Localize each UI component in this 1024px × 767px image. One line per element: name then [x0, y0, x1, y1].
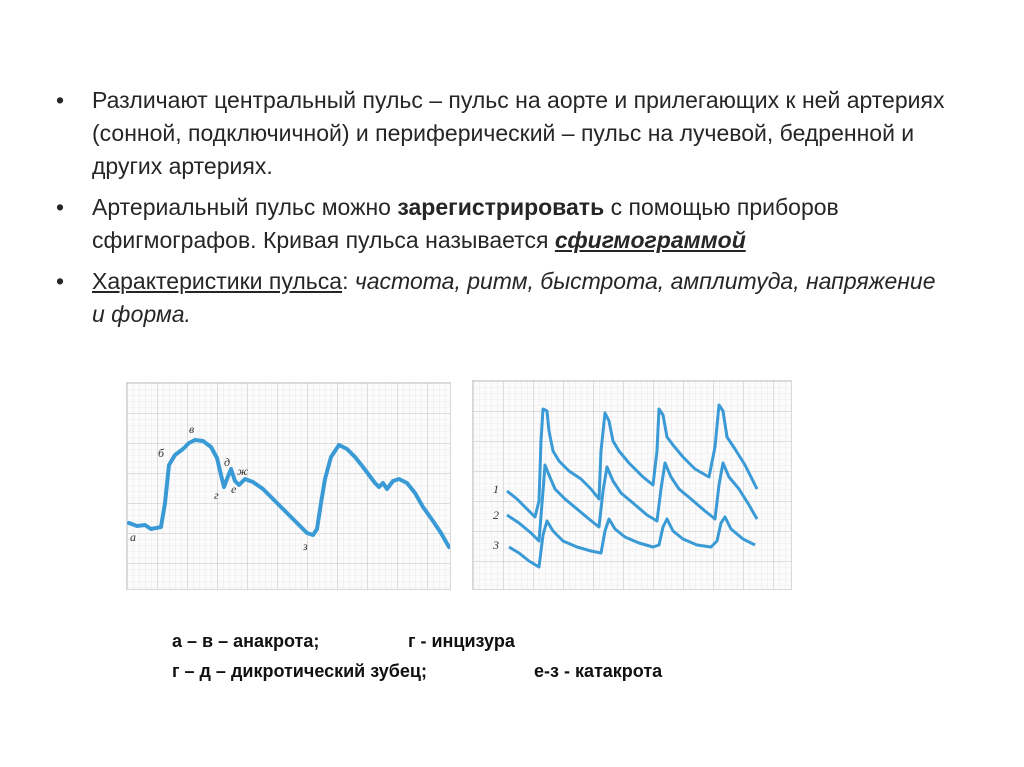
trace-label-3: 3 — [493, 538, 499, 552]
point-label-z: з — [303, 539, 308, 553]
sphygmogram-traces-chart — [473, 381, 791, 589]
bullet-italic-list: частота, ритм, быстрота, амплитуда, напряжение и форма. — [92, 268, 936, 327]
legend — [172, 626, 663, 686]
bullet-marker: • — [56, 194, 65, 220]
point-label-g: г — [214, 488, 219, 502]
bullet-item-characteristics — [52, 265, 952, 331]
sphygmogram-figure-three-traces — [472, 380, 792, 590]
bullet-item-registration — [52, 191, 952, 257]
legend-row-1 — [172, 626, 515, 656]
grid-background — [473, 381, 791, 589]
sphygmogram-chart — [127, 383, 450, 589]
bullet-text: Артериальный пульс можно — [92, 194, 398, 220]
point-label-zh: ж — [237, 464, 249, 478]
bullet-colon: : — [342, 268, 349, 294]
sphygmogram-figure-labeled — [126, 382, 451, 590]
bullet-list — [52, 84, 952, 339]
bullet-text: Различают центральный пульс – пульс на аорте и прилегающих к ней артериях (сонной, подключичной) и периферический – пульс на лучевой, бедренной и других артериях. — [92, 87, 945, 179]
bullet-marker: • — [56, 268, 65, 294]
trace-label-1: 1 — [493, 482, 499, 496]
trace-label-2: 2 — [493, 508, 499, 522]
grid-background — [127, 383, 450, 589]
bullet-item-pulse-types — [52, 84, 952, 183]
legend-incisura: г - инцизура — [408, 631, 515, 651]
point-label-a: а — [130, 530, 136, 544]
legend-row-2 — [172, 656, 663, 686]
point-label-d: д — [224, 455, 231, 469]
point-label-b: б — [158, 446, 165, 460]
bullet-key-term: сфигмограммой — [554, 227, 746, 253]
point-label-v: в — [189, 422, 195, 436]
bullet-text: с помощью приборов сфигмографов. Кривая пульса называется — [92, 194, 839, 253]
bullet-bold-term: зарегистрировать — [397, 194, 605, 220]
legend-dicrotic-wave: г – д – дикротический зубец; — [172, 661, 427, 681]
bullet-marker: • — [56, 87, 65, 113]
point-label-e: е — [231, 482, 237, 496]
legend-catacrota: е-з - катакрота — [534, 661, 663, 681]
legend-anacrota: а – в – анакрота; — [172, 631, 320, 651]
bullet-underlined-term: Характеристики пульса — [92, 268, 343, 294]
